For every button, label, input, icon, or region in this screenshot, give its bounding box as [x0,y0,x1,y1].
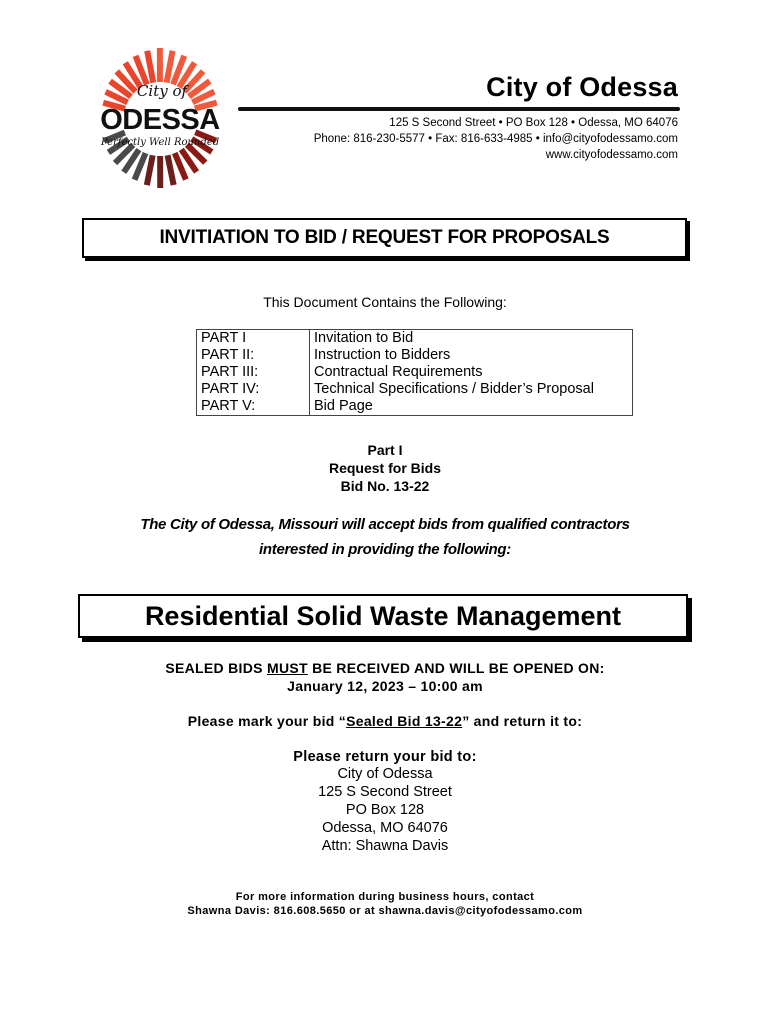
logo-ray [147,51,153,83]
logo-ray [167,51,173,83]
mark-pre: Please mark your bid “ [187,713,347,729]
invitation-banner [82,218,687,258]
invitation-banner-text: INVITIATION TO BID / REQUEST FOR PROPOSALS [159,227,610,248]
logo-script-text: City of [136,82,188,100]
part-description: Contractual Requirements [310,364,633,381]
city-name: City of Odessa [486,72,678,102]
parts-table [196,329,633,416]
part-heading-line3: Bid No. 13-22 [340,478,430,494]
parts-row [197,364,633,381]
part-number: PART V: [197,398,310,416]
return-heading: Please return your bid to: [293,749,477,765]
intro-text [0,512,770,562]
project-title: Residential Solid Waste Management [144,600,622,631]
logo-ray [168,155,174,185]
website-line: www.cityofodessamo.com [545,149,678,161]
parts-row [197,381,633,398]
intro-line1: The City of Odessa, Missouri will accept bids from qualified contractors [140,516,630,533]
return-line: 125 S Second Street [318,784,452,800]
sealed-must: MUST [267,660,308,676]
address-line: 125 S Second Street • PO Box 128 • Odessa, MO 64076 [389,117,678,129]
part-number: PART II: [197,347,310,364]
sealed-bids-notice [0,659,770,695]
return-address-block [0,749,770,855]
intro-line2: interested in providing the following: [259,541,511,558]
return-lines [0,765,770,855]
part-number: PART IV: [197,381,310,398]
contains-label: This Document Contains the Following: [263,294,507,310]
part-description: Technical Specifications / Bidder’s Proposal [310,381,633,398]
part-heading-line2: Request for Bids [328,460,441,476]
mark-bid-line [0,713,770,729]
parts-row [197,398,633,416]
part-description: Instruction to Bidders [310,347,633,364]
contact-line: Phone: 816-230-5577 • Fax: 816-633-4985 • info@cityofodessamo.com [313,133,678,145]
return-line: PO Box 128 [345,802,425,818]
part-description: Invitation to Bid [310,330,633,348]
part-description: Bid Page [310,398,633,416]
logo-name-text: ODESSA [100,104,220,136]
sealed-bids-line [0,659,770,677]
sealed-pre: SEALED BIDS [165,660,267,676]
opening-date: January 12, 2023 – 10:00 am [287,678,483,694]
footer-line2: Shawna Davis: 816.608.5650 or at shawna.davis@cityofodessamo.com [187,905,583,917]
logo-ray [147,155,153,185]
return-line: City of Odessa [337,766,433,782]
part-number: PART III: [197,364,310,381]
parts-row [197,330,633,348]
project-title-box [78,594,688,638]
footer-line1: For more information during business hours, contact [235,891,535,903]
contact-footer [0,890,770,918]
mark-post: ” and return it to: [462,713,583,729]
return-line: Attn: Shawna Davis [321,838,449,854]
logo-tagline-text: Perfectly Well Rounded [100,137,220,148]
parts-row [197,347,633,364]
part-number: PART I [197,330,310,348]
mark-bid-name: Sealed Bid 13-22 [346,713,463,729]
return-line: Odessa, MO 64076 [322,820,448,836]
header-rule [238,107,680,111]
part-heading-line1: Part I [367,442,403,458]
part-heading [0,441,770,495]
sealed-post: BE RECEIVED AND WILL BE OPENED ON: [307,660,605,676]
city-of-odessa-logo [90,44,230,192]
